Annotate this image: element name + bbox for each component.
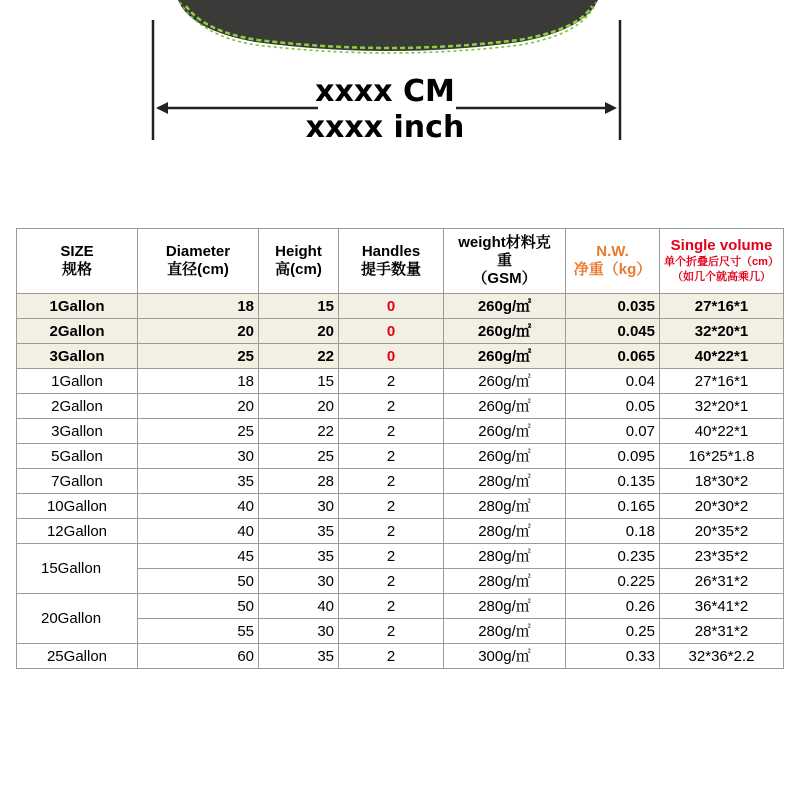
cell-height: 40 xyxy=(259,594,339,619)
cell-volume: 18*30*2 xyxy=(660,469,784,494)
arrow-right-icon xyxy=(605,102,617,114)
cell-height: 28 xyxy=(259,469,339,494)
cell-gsm: 260g/㎡ xyxy=(444,344,566,369)
cell-volume: 28*31*2 xyxy=(660,619,784,644)
cell-net-weight: 0.235 xyxy=(566,544,660,569)
cell-volume: 20*30*2 xyxy=(660,494,784,519)
cell-gsm: 280g/㎡ xyxy=(444,469,566,494)
header-net-weight: N.W. 净重（kg） xyxy=(566,229,660,294)
cell-gsm: 280g/㎡ xyxy=(444,519,566,544)
cell-gsm: 300g/㎡ xyxy=(444,644,566,669)
cell-diameter: 55 xyxy=(138,619,259,644)
table-row xyxy=(17,494,784,519)
cell-size: 5Gallon xyxy=(17,444,138,469)
cell-net-weight: 0.25 xyxy=(566,619,660,644)
table-body xyxy=(17,294,784,669)
cell-size: 3Gallon xyxy=(17,419,138,444)
cell-net-weight: 0.035 xyxy=(566,294,660,319)
header-handles: Handles 提手数量 xyxy=(339,229,444,294)
cell-diameter: 20 xyxy=(138,319,259,344)
table-row xyxy=(17,594,784,619)
cell-volume: 27*16*1 xyxy=(660,369,784,394)
table-header-row xyxy=(17,229,784,294)
cell-size: 3Gallon xyxy=(17,344,138,369)
cell-handles: 2 xyxy=(339,444,444,469)
cell-size: 25Gallon xyxy=(17,644,138,669)
cell-height: 15 xyxy=(259,294,339,319)
cell-height: 30 xyxy=(259,494,339,519)
cell-gsm: 260g/㎡ xyxy=(444,394,566,419)
table-row xyxy=(17,369,784,394)
product-image-area xyxy=(0,0,800,215)
cell-diameter: 40 xyxy=(138,494,259,519)
table-row xyxy=(17,344,784,369)
cell-height: 35 xyxy=(259,519,339,544)
cell-net-weight: 0.33 xyxy=(566,644,660,669)
table-row xyxy=(17,469,784,494)
cell-size: 7Gallon xyxy=(17,469,138,494)
cell-volume: 40*22*1 xyxy=(660,344,784,369)
spec-table xyxy=(16,228,784,669)
cell-diameter: 20 xyxy=(138,394,259,419)
dimension-inch-label: xxxx inch xyxy=(305,110,465,145)
cell-net-weight: 0.045 xyxy=(566,319,660,344)
cell-net-weight: 0.18 xyxy=(566,519,660,544)
cell-gsm: 260g/㎡ xyxy=(444,294,566,319)
cell-handles: 0 xyxy=(339,344,444,369)
cell-gsm: 260g/㎡ xyxy=(444,319,566,344)
cell-handles: 2 xyxy=(339,469,444,494)
table-row xyxy=(17,319,784,344)
cell-handles: 0 xyxy=(339,294,444,319)
header-height: Height 高(cm) xyxy=(259,229,339,294)
cell-size: 1Gallon xyxy=(17,369,138,394)
cell-diameter: 18 xyxy=(138,294,259,319)
cell-diameter: 18 xyxy=(138,369,259,394)
cell-gsm: 280g/㎡ xyxy=(444,619,566,644)
cell-size: 2Gallon xyxy=(17,394,138,419)
cell-volume: 23*35*2 xyxy=(660,544,784,569)
cell-net-weight: 0.065 xyxy=(566,344,660,369)
cell-height: 22 xyxy=(259,419,339,444)
cell-handles: 2 xyxy=(339,644,444,669)
cell-volume: 36*41*2 xyxy=(660,594,784,619)
cell-handles: 2 xyxy=(339,494,444,519)
cell-handles: 2 xyxy=(339,569,444,594)
table-row xyxy=(17,294,784,319)
cell-volume: 26*31*2 xyxy=(660,569,784,594)
cell-size: 10Gallon xyxy=(17,494,138,519)
cell-volume: 16*25*1.8 xyxy=(660,444,784,469)
cell-size: 2Gallon xyxy=(17,319,138,344)
cell-height: 30 xyxy=(259,569,339,594)
cell-handles: 2 xyxy=(339,519,444,544)
bag-fabric xyxy=(178,0,598,51)
cell-handles: 2 xyxy=(339,594,444,619)
cell-net-weight: 0.26 xyxy=(566,594,660,619)
cell-net-weight: 0.135 xyxy=(566,469,660,494)
cell-volume: 20*35*2 xyxy=(660,519,784,544)
table-row xyxy=(17,519,784,544)
cell-handles: 2 xyxy=(339,419,444,444)
cell-diameter: 45 xyxy=(138,544,259,569)
cell-volume: 27*16*1 xyxy=(660,294,784,319)
cell-handles: 2 xyxy=(339,619,444,644)
cell-height: 20 xyxy=(259,394,339,419)
table-row xyxy=(17,419,784,444)
table-row xyxy=(17,444,784,469)
table-row xyxy=(17,644,784,669)
header-weight: weight材料克 重 （GSM） xyxy=(444,229,566,294)
cell-net-weight: 0.07 xyxy=(566,419,660,444)
cell-height: 25 xyxy=(259,444,339,469)
cell-gsm: 280g/㎡ xyxy=(444,569,566,594)
cell-gsm: 260g/㎡ xyxy=(444,419,566,444)
table-row xyxy=(17,544,784,569)
cell-diameter: 60 xyxy=(138,644,259,669)
cell-gsm: 260g/㎡ xyxy=(444,369,566,394)
cell-gsm: 280g/㎡ xyxy=(444,494,566,519)
header-single-volume: Single volume 单个折叠后尺寸（cm） （如几个就高乘几） xyxy=(660,229,784,294)
header-size: SIZE 规格 xyxy=(17,229,138,294)
cell-net-weight: 0.095 xyxy=(566,444,660,469)
cell-height: 22 xyxy=(259,344,339,369)
cell-handles: 0 xyxy=(339,319,444,344)
cell-height: 30 xyxy=(259,619,339,644)
cell-diameter: 25 xyxy=(138,344,259,369)
cell-handles: 2 xyxy=(339,394,444,419)
cell-size: 12Gallon xyxy=(17,519,138,544)
cell-gsm: 280g/㎡ xyxy=(444,544,566,569)
cell-size: 1Gallon xyxy=(17,294,138,319)
cell-handles: 2 xyxy=(339,544,444,569)
cell-height: 20 xyxy=(259,319,339,344)
cell-net-weight: 0.05 xyxy=(566,394,660,419)
cell-net-weight: 0.225 xyxy=(566,569,660,594)
cell-diameter: 50 xyxy=(138,569,259,594)
cell-volume: 32*20*1 xyxy=(660,394,784,419)
cell-size: 15Gallon xyxy=(17,544,138,594)
cell-height: 35 xyxy=(259,644,339,669)
cell-volume: 32*36*2.2 xyxy=(660,644,784,669)
cell-diameter: 35 xyxy=(138,469,259,494)
cell-volume: 40*22*1 xyxy=(660,419,784,444)
table-row xyxy=(17,394,784,419)
cell-size: 20Gallon xyxy=(17,594,138,644)
cell-gsm: 280g/㎡ xyxy=(444,594,566,619)
cell-net-weight: 0.04 xyxy=(566,369,660,394)
cell-diameter: 50 xyxy=(138,594,259,619)
dimension-cm-label: xxxx CM xyxy=(315,74,455,109)
cell-net-weight: 0.165 xyxy=(566,494,660,519)
cell-diameter: 25 xyxy=(138,419,259,444)
cell-diameter: 30 xyxy=(138,444,259,469)
cell-height: 15 xyxy=(259,369,339,394)
cell-height: 35 xyxy=(259,544,339,569)
cell-diameter: 40 xyxy=(138,519,259,544)
cell-gsm: 260g/㎡ xyxy=(444,444,566,469)
arrow-left-icon xyxy=(156,102,168,114)
header-diameter: Diameter 直径(cm) xyxy=(138,229,259,294)
cell-volume: 32*20*1 xyxy=(660,319,784,344)
cell-handles: 2 xyxy=(339,369,444,394)
